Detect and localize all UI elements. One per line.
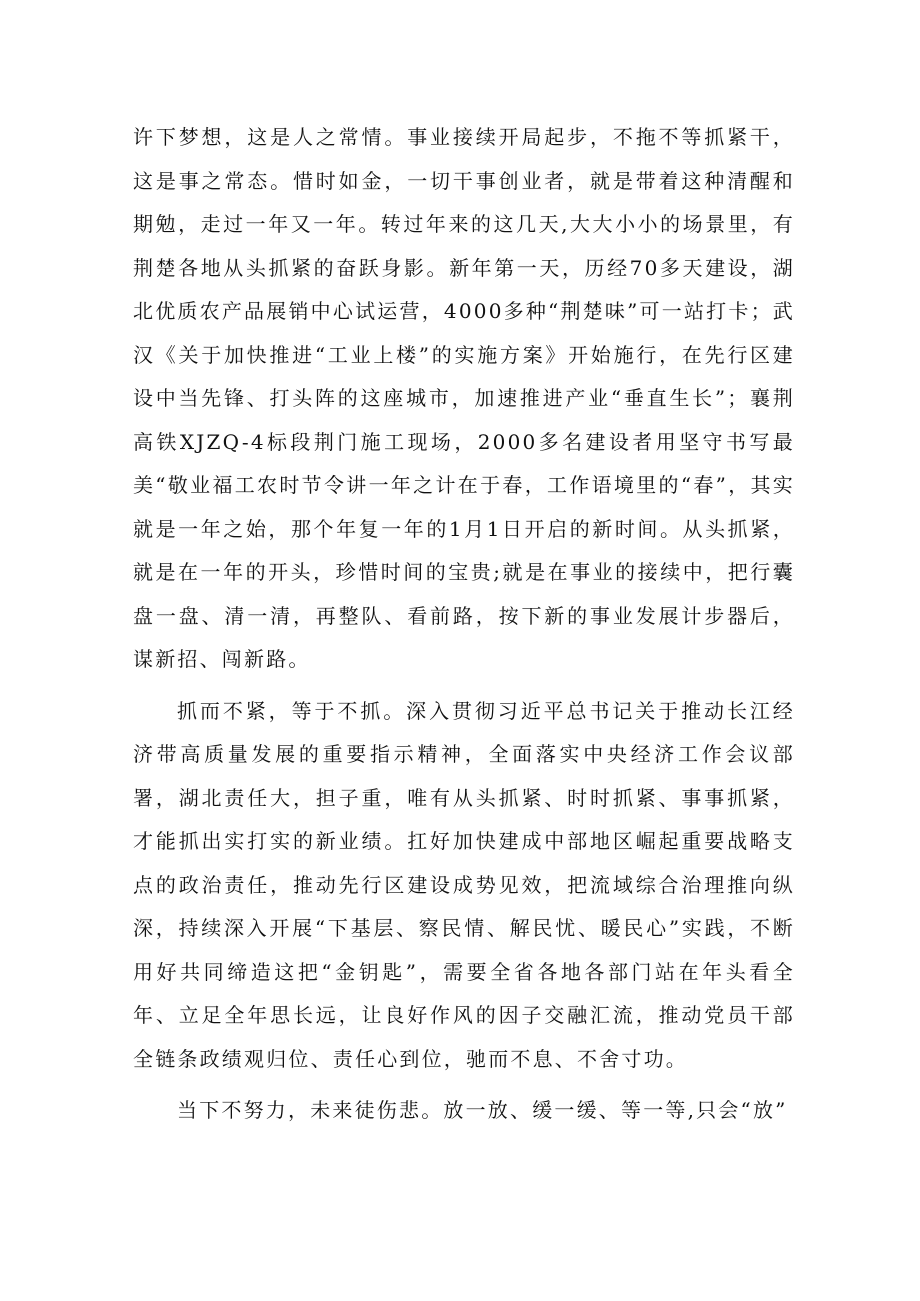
paragraph-2: 抓而不紧，等于不抓。深入贯彻习近平总书记关于推动长江经济带高质量发展的重要指示精神，全面落实中央经济工作会议部署，湖北责任大，担子重，唯有从头抓紧、时时抓紧、事事抓紧，才能抓出实打实的新业绩。扛好加快建成中部地区崛起重要战略支点的政治责任，推动先行区建设成势见效，把流域综合治理推向纵深，持续深入开展“下基层、察民情、解民忧、暖民心”实践，不断用好共同缔造这把“金钥匙”，需要全省各地各部门站在年头看全年、立足全年思长远，让良好作风的因子交融汇流，推动党员干部全链条政绩观归位、责任心到位，驰而不息、不舍寸功。 [133, 698, 795, 1071]
paragraph-1: 许下梦想，这是人之常情。事业接续开局起步，不拖不等抓紧干，这是事之常态。惜时如金，一切干事创业者，就是带着这种清醒和期勉，走过一年又一年。转过年来的这几天,大大小小的场景里，有荆楚各地从头抓紧的奋跃身影。新年第一天，历经70多天建设，湖北优质农产品展销中心试运营，4000多种“荆楚味”可一站打卡；武汉《关于加快推进“工业上楼”的实施方案》开始施行，在先行区建设中当先锋、打头阵的这座城市，加速推进产业“垂直生长”；襄荆高铁XJZQ-4标段荆门施工现场，2000多名建设者用坚守书写最美“敬业福工农时节令讲一年之计在于春，工作语境里的“春”，其实就是一年之始，那个年复一年的1月1日开启的新时间。从头抓紧，就是在一年的开头，珍惜时间的宝贵;就是在事业的接续中，把行囊盘一盘、清一清，再整队、看前路，按下新的事业发展计步器后，谋新招、闯新路。 [133, 125, 795, 671]
document-body [133, 116, 795, 1133]
paragraph-3: 当下不努力，未来徒伤悲。放一放、缓一缓、等一等,只会“放” [177, 1098, 788, 1122]
